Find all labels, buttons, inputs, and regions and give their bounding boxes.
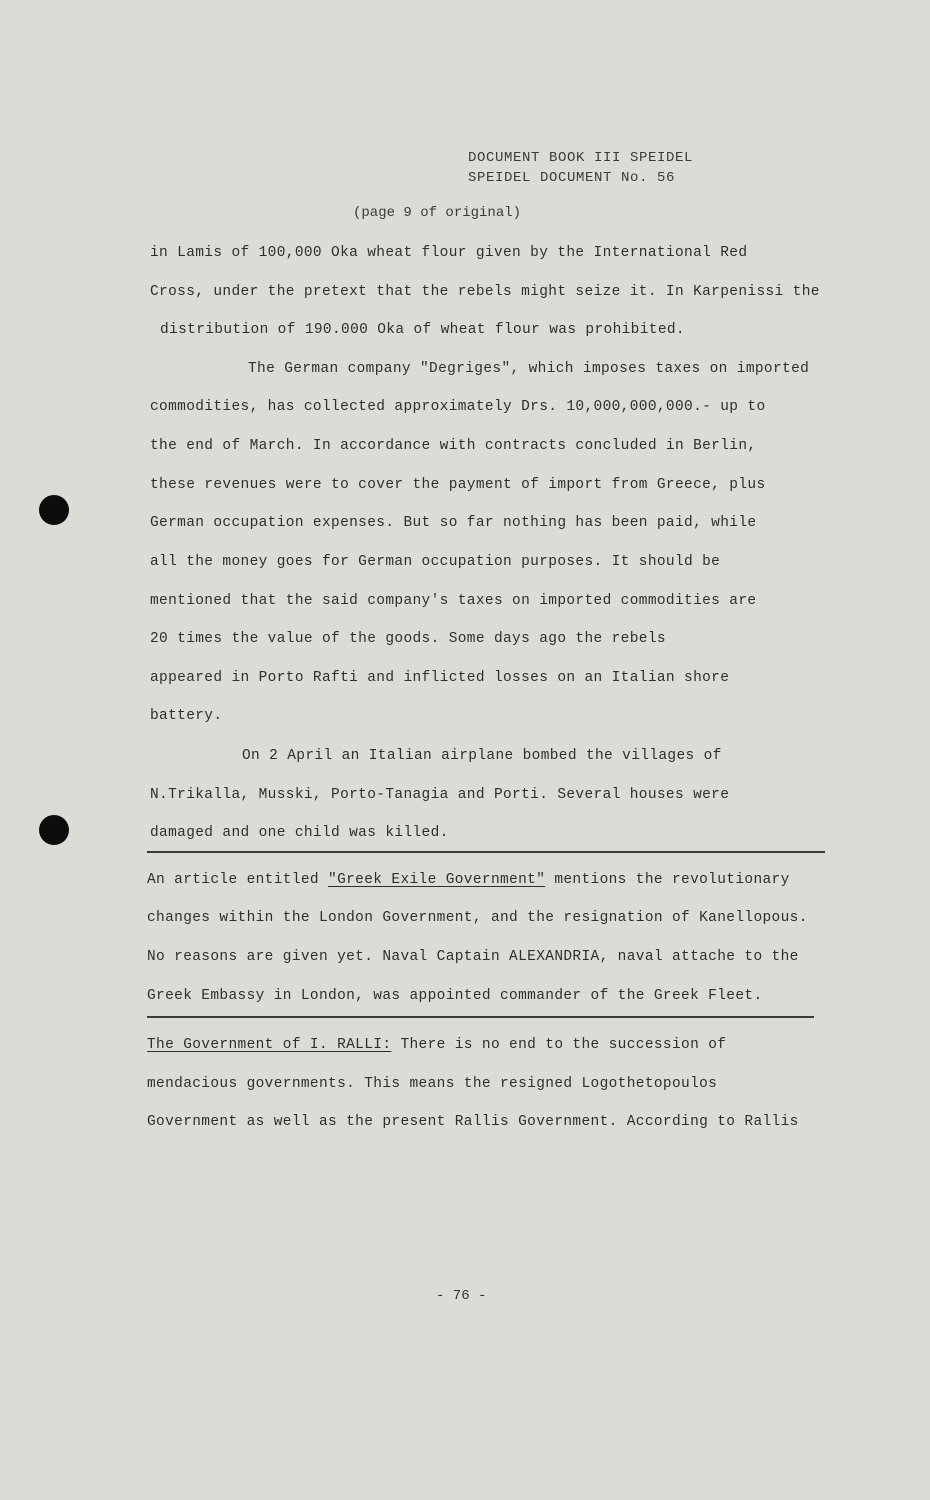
document-number-header: SPEIDEL DOCUMENT No. 56 xyxy=(468,170,676,186)
text-line: battery. xyxy=(150,708,223,724)
text-fragment: An article entitled xyxy=(147,872,329,888)
document-book-header: DOCUMENT BOOK III SPEIDEL xyxy=(468,150,694,166)
text-fragment: mentions the revolutionary xyxy=(545,872,790,888)
punch-hole xyxy=(39,495,69,525)
text-line xyxy=(147,1037,726,1053)
text-line: commodities, has collected approximately Drs. 10,000,000,000.- up to xyxy=(150,399,766,415)
article-title: "Greek Exile Government" xyxy=(328,872,546,888)
text-line: Government as well as the present Rallis Government. According to Rallis xyxy=(147,1114,799,1130)
page-reference: (page 9 of original) xyxy=(353,205,522,221)
section-divider xyxy=(147,1016,814,1018)
text-line: mendacious governments. This means the resigned Logothetopoulos xyxy=(147,1076,718,1092)
text-line: damaged and one child was killed. xyxy=(150,825,449,841)
text-line: these revenues were to cover the payment of import from Greece, plus xyxy=(150,477,766,493)
text-line: the end of March. In accordance with contracts concluded in Berlin, xyxy=(150,438,757,454)
text-line: No reasons are given yet. Naval Captain ALEXANDRIA, naval attache to the xyxy=(147,949,799,965)
punch-hole xyxy=(39,815,69,845)
text-line: Cross, under the pretext that the rebels might seize it. In Karpenissi the xyxy=(150,284,820,300)
section-divider xyxy=(147,851,825,853)
text-line: N.Trikalla, Musski, Porto-Tanagia and Porti. Several houses were xyxy=(150,787,730,803)
section-title: The Government of I. RALLI: xyxy=(147,1037,392,1053)
text-fragment: There is no end to the succession of xyxy=(391,1037,727,1053)
text-line: On 2 April an Italian airplane bombed the villages of xyxy=(242,748,722,764)
text-line: all the money goes for German occupation purposes. It should be xyxy=(150,554,721,570)
page-number: - 76 - xyxy=(436,1288,487,1304)
text-line: mentioned that the said company's taxes on imported commodities are xyxy=(150,593,757,609)
text-line: changes within the London Government, and the resignation of Kanellopous. xyxy=(147,910,808,926)
text-line xyxy=(147,872,790,888)
text-line: German occupation expenses. But so far nothing has been paid, while xyxy=(150,515,757,531)
text-line: in Lamis of 100,000 Oka wheat flour given by the International Red xyxy=(150,245,748,261)
text-line: Greek Embassy in London, was appointed commander of the Greek Fleet. xyxy=(147,988,763,1004)
text-line: appeared in Porto Rafti and inflicted losses on an Italian shore xyxy=(150,670,730,686)
text-line: The German company "Degriges", which imposes taxes on imported xyxy=(248,361,810,377)
text-line: distribution of 190.000 Oka of wheat flour was prohibited. xyxy=(160,322,685,338)
text-line: 20 times the value of the goods. Some days ago the rebels xyxy=(150,631,666,647)
